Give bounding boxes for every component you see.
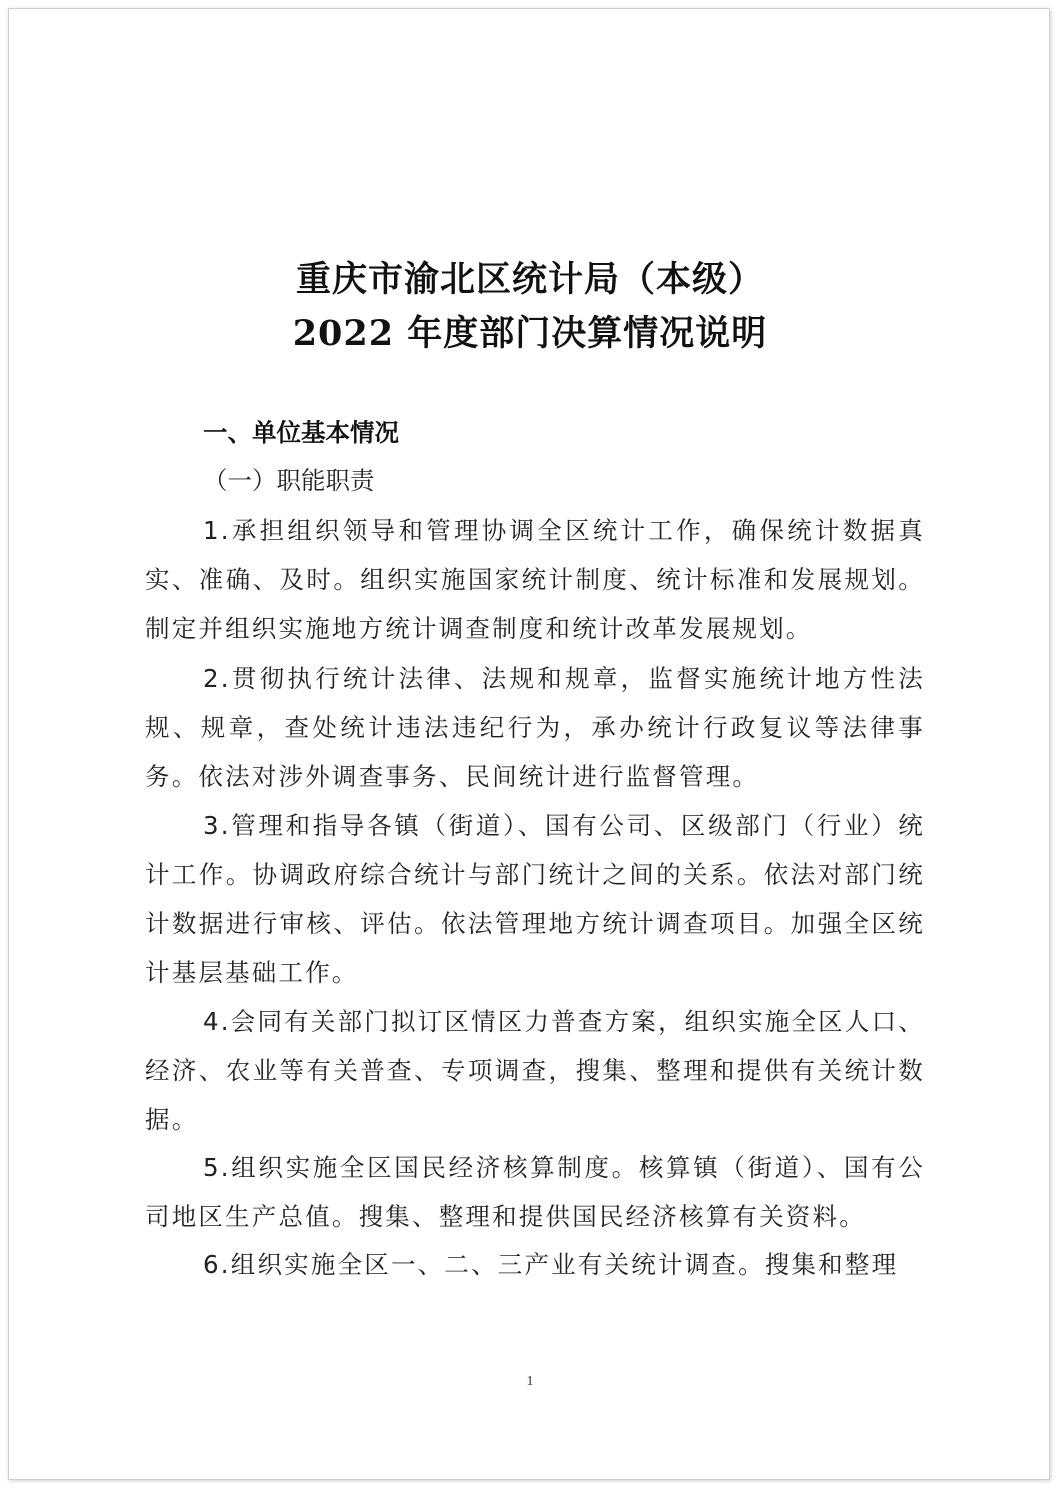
paragraph-3: 3.管理和指导各镇（街道）、国有公司、区级部门（行业）统计工作。协调政府综合统计与部门统计之间的关系。依法对部门统计数据进行审核、评估。依法管理地方统计调查项目。加强全区统计基层基础工作。 (145, 811, 925, 987)
section-subheading: （一）职能职责 (203, 466, 375, 495)
paragraph-2: 2.贯彻执行统计法律、法规和规章，监督实施统计地方性法规、规章，查处统计违法违纪行为，承办统计行政复议等法律事务。依法对涉外调查事务、民间统计进行监督管理。 (145, 664, 925, 791)
paragraph-4: 4.会同有关部门拟订区情区力普查方案，组织实施全区人口、经济、农业等有关普查、专项调查，搜集、整理和提供有关统计数据。 (145, 1007, 925, 1134)
section-heading: 一、单位基本情况 (203, 418, 399, 447)
page-number: 1 (526, 1374, 534, 1389)
paragraph-5: 5.组织实施全区国民经济核算制度。核算镇（街道）、国有公司地区生产总值。搜集、整理和提供国民经济核算有关资料。 (145, 1153, 925, 1231)
paragraph-6: 6.组织实施全区一、二、三产业有关统计调查。搜集和整理 (203, 1250, 899, 1279)
document-title-line-2: 2022 年度部门决算情况说明 (292, 313, 768, 354)
document-title-line-1: 重庆市渝北区统计局（本级） (295, 259, 764, 300)
paragraph-1: 1.承担组织领导和管理协调全区统计工作，确保统计数据真实、准确、及时。组织实施国家统计制度、统计标准和发展规划。制定并组织实施地方统计调查制度和统计改革发展规划。 (145, 516, 925, 643)
